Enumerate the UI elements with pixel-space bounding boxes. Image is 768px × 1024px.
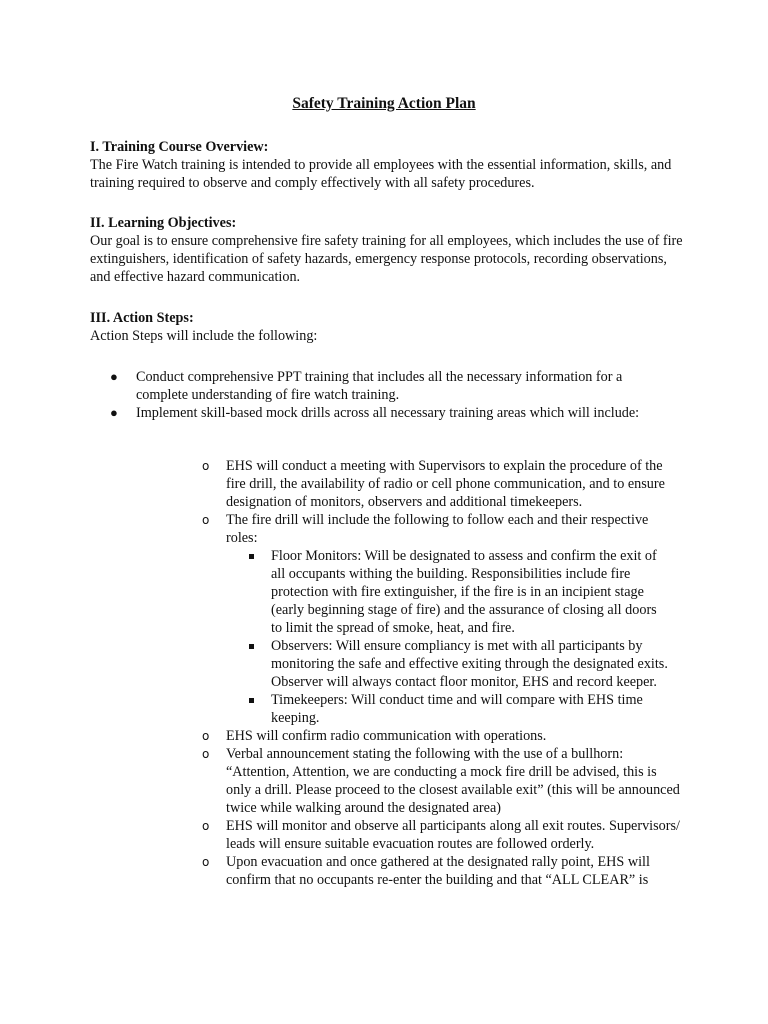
list-item-text: The fire drill will include the following to follow each and their respective roles: (226, 512, 649, 546)
section-heading: II. Learning Objectives: (90, 215, 237, 231)
section-learning-objectives (90, 214, 690, 286)
list-item (0, 368, 676, 404)
circle-bullet-icon: o (202, 747, 210, 761)
circle-bullet-icon: o (202, 819, 210, 833)
section-body: The Fire Watch training is intended to provide all employees with the essential information, skills, and training required to observe and comply effectively with all safety procedures. (90, 157, 672, 191)
list-item (0, 817, 681, 853)
list-item (226, 547, 671, 637)
list-item-text: Timekeepers: Will conduct time and will compare with EHS time keeping. (271, 692, 643, 726)
circle-bullet-icon: o (202, 513, 210, 527)
list-item-text: Upon evacuation and once gathered at the designated rally point, EHS will confirm that no occupants re-enter the building and that “ALL CLEAR” is (226, 854, 650, 888)
section-body: Action Steps will include the following: (90, 328, 318, 344)
square-bullet-icon (249, 698, 254, 703)
list-item-text: EHS will conduct a meeting with Supervisors to explain the procedure of the fire drill, the availability of radio or cell phone communication, and to ensure designation of monitors, observers and additional timekeepers. (226, 458, 665, 510)
document-title: Safety Training Action Plan (292, 95, 476, 112)
list-item (0, 745, 681, 817)
list-item-text: EHS will confirm radio communication with operations. (226, 728, 547, 744)
square-bullet-icon (249, 554, 254, 559)
section-training-overview (90, 138, 690, 192)
list-item-text: Verbal announcement stating the following with the use of a bullhorn: “Attention, Attention, we are conducting a mock fire drill be advised, this is only a drill. Please proceed to the closest available exit” (this will be announced twice while walking around the designated area) (226, 746, 680, 816)
drill-steps-list (0, 457, 700, 889)
circle-bullet-icon: o (202, 459, 210, 473)
list-item-text: EHS will monitor and observe all participants along all exit routes. Supervisors/ leads will ensure suitable evacuation routes are followed orderly. (226, 818, 680, 852)
section-heading: I. Training Course Overview: (90, 139, 269, 155)
list-item (0, 727, 681, 745)
list-item-text: Conduct comprehensive PPT training that includes all the necessary information for a complete understanding of fire watch training. (136, 369, 623, 403)
bullet-icon: ● (110, 369, 118, 384)
action-steps-list (0, 368, 700, 422)
list-item-text: Observers: Will ensure compliancy is met with all participants by monitoring the safe and effective exiting through the designated exits. Observer will always contact floor monitor, EHS and record keeper. (271, 638, 668, 690)
section-body: Our goal is to ensure comprehensive fire safety training for all employees, which includes the use of fire extinguishers, identification of safety hazards, emergency response protocols, recording observations, and effective hazard communication. (90, 233, 683, 285)
list-item (0, 404, 676, 422)
list-item (0, 853, 681, 889)
circle-bullet-icon: o (202, 729, 210, 743)
list-item-text: Implement skill-based mock drills across all necessary training areas which will include: (136, 405, 640, 421)
list-item (226, 691, 671, 727)
list-item (226, 637, 671, 691)
list-item (0, 457, 681, 511)
section-action-steps (90, 309, 690, 345)
square-bullet-icon (249, 644, 254, 649)
circle-bullet-icon: o (202, 855, 210, 869)
list-item (0, 511, 681, 727)
roles-list (226, 547, 681, 727)
bullet-icon: ● (110, 405, 118, 420)
section-heading: III. Action Steps: (90, 310, 194, 326)
list-item-text: Floor Monitors: Will be designated to assess and confirm the exit of all occupants withing the building. Responsibilities include fire protection with fire extinguisher, if the fire is in an incipient stage (early beginning stage of fire) and the assurance of closing all doors to limit the spread of smoke, heat, and fire. (271, 548, 657, 636)
